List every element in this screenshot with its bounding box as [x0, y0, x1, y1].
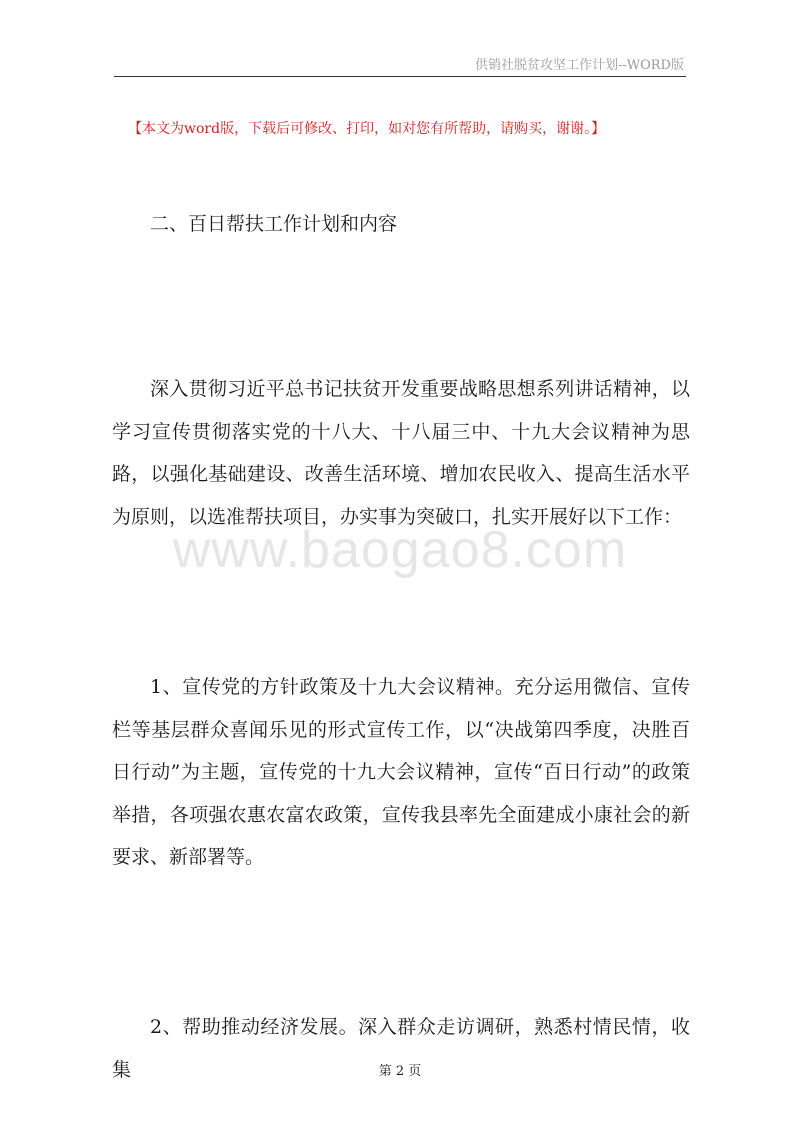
paragraph-intro: 深入贯彻习近平总书记扶贫开发重要战略思想系列讲话精神，以学习宣传贯彻落实党的十八大、十八届三中、十九大会议精神为思路，以强化基础建设、改善生活环境、增加农民收入、提高生活水平为原则，以选准帮扶项目，办实事为突破口，扎实开展好以下工作： [112, 378, 690, 528]
purchase-notice: 【本文为word版，下载后可修改、打印，如对您有所帮助，请购买，谢谢。】 [128, 121, 606, 137]
paragraph-item-1: 1、宣传党的方针政策及十九大会议精神。充分运用微信、宣传栏等基层群众喜闻乐见的形式宣传工作，以“决战第四季度，决胜百日行动”为主题，宣传党的十九大会议精神，宣传“百日行动”的政策举措，各项强农惠农富农政策，宣传我县率先全面建成小康社会的新要求、新部署等。 [112, 676, 690, 868]
watermark: www.baogao8.com [172, 521, 628, 579]
header-divider [114, 76, 686, 77]
header-doc-title: 供销社脱贫攻坚工作计划--WORD版 [474, 58, 684, 73]
page-number: 第 2 页 [378, 1064, 422, 1079]
section-heading: 二、百日帮扶工作计划和内容 [150, 213, 398, 235]
paragraph-item-2: 2、帮助推动经济发展。深入群众走访调研，熟悉村情民情，收集 [112, 1016, 690, 1081]
